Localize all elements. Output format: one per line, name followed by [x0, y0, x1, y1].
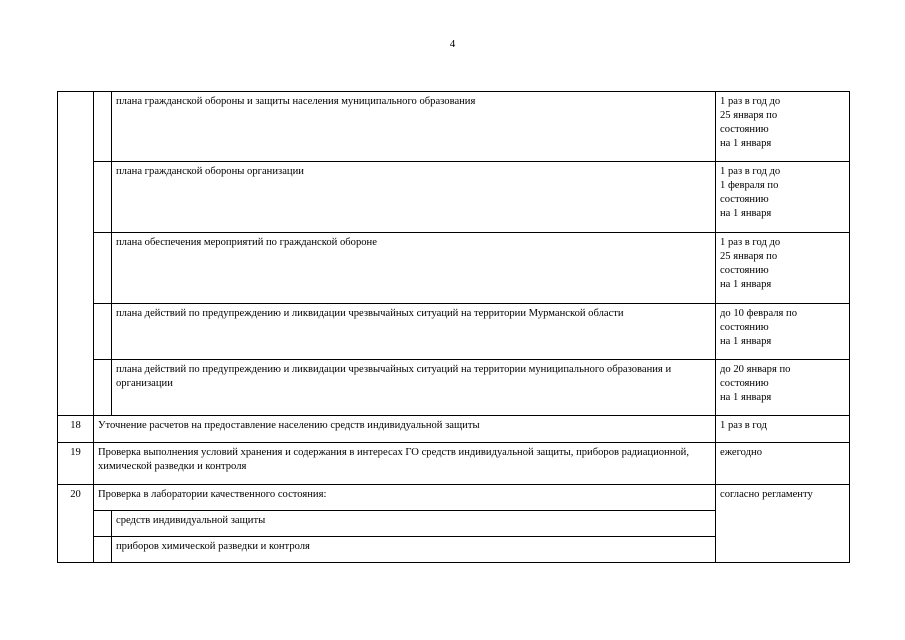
row-number: 18 [58, 416, 94, 443]
deadline-cell [716, 233, 850, 304]
page-number: 4 [449, 38, 456, 50]
deadline-line: 1 февраля по [720, 180, 779, 191]
task-description: плана действий по предупреждению и ликвидации чрезвычайных ситуаций на территории муниципального образования и организации [112, 360, 716, 416]
table-row [58, 304, 850, 360]
schedule-table [57, 91, 850, 563]
table-row [58, 233, 850, 304]
subitem-description: средств индивидуальной защиты [112, 511, 716, 537]
indent-cell [94, 537, 112, 563]
task-description: плана гражданской обороны организации [112, 162, 716, 233]
deadline-cell: согласно регламенту [716, 485, 850, 563]
deadline-line: 1 раз в год до [720, 96, 781, 107]
row-number: 20 [58, 485, 94, 563]
indent-cell [94, 511, 112, 537]
task-description: Проверка в лаборатории качественного состояния: [94, 485, 716, 511]
indent-cell [94, 304, 112, 360]
task-description: Уточнение расчетов на предоставление населению средств индивидуальной защиты [94, 416, 716, 443]
task-description: плана гражданской обороны и защиты населения муниципального образования [112, 92, 716, 162]
indent-cell [94, 233, 112, 304]
table-row [58, 485, 850, 511]
task-description: плана действий по предупреждению и ликвидации чрезвычайных ситуаций на территории Мурманской области [112, 304, 716, 360]
deadline-line: состоянию [720, 378, 769, 389]
deadline-line: до 20 января по [720, 364, 791, 375]
deadline-line: 25 января по [720, 251, 778, 262]
subitem-description: приборов химической разведки и контроля [112, 537, 716, 563]
deadline-cell [716, 304, 850, 360]
deadline-line: состоянию [720, 124, 769, 135]
deadline-line: 1 раз в год до [720, 166, 781, 177]
table-row [58, 92, 850, 162]
deadline-line: до 10 февраля по [720, 308, 798, 319]
indent-cell [94, 92, 112, 162]
deadline-cell: 1 раз в год [716, 416, 850, 443]
deadline-line: состоянию [720, 322, 769, 333]
table-row [58, 360, 850, 416]
table-row [58, 162, 850, 233]
deadline-line: 1 раз в год до [720, 237, 781, 248]
deadline-line: состоянию [720, 265, 769, 276]
row-number-cell [58, 92, 94, 416]
task-description: плана обеспечения мероприятий по гражданской обороне [112, 233, 716, 304]
table-row [58, 443, 850, 485]
row-number: 19 [58, 443, 94, 485]
deadline-line: на 1 января [720, 336, 772, 347]
deadline-cell [716, 92, 850, 162]
deadline-line: на 1 января [720, 208, 772, 219]
deadline-line: на 1 января [720, 392, 772, 403]
deadline-line: на 1 января [720, 279, 772, 290]
indent-cell [94, 162, 112, 233]
indent-cell [94, 360, 112, 416]
deadline-cell: ежегодно [716, 443, 850, 485]
deadline-cell [716, 162, 850, 233]
task-description: Проверка выполнения условий хранения и содержания в интересах ГО средств индивидуальной защиты, приборов радиационной, химической разведки и контроля [94, 443, 716, 485]
deadline-line: состоянию [720, 194, 769, 205]
deadline-line: на 1 января [720, 138, 772, 149]
deadline-cell [716, 360, 850, 416]
deadline-line: 25 января по [720, 110, 778, 121]
table-row [58, 416, 850, 443]
